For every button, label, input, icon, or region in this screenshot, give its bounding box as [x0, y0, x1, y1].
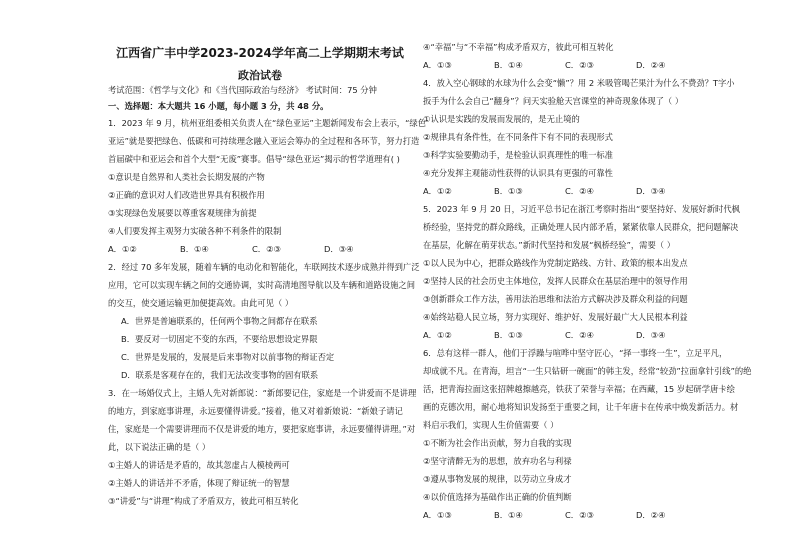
choice-b: B．①③: [494, 330, 523, 340]
left-column: [108, 0, 426, 560]
choice-c: C．②③: [252, 244, 281, 254]
q1-line: 1．2023 年 9 月，杭州亚组委相关负责人在“绿色亚运”主题新闻发布会上表示，“绿色: [108, 118, 426, 128]
q4-option: ③科学实验要勤动手，是检验认识真理性的唯一标准: [423, 150, 613, 160]
q6-line: 活，把青海拉面这张招牌越擦越亮，铁获了荣誉与幸福；在西藏，15 岁起研学唐卡绘: [423, 384, 735, 394]
q6-option: ④以价值选择为基础作出正确的价值判断: [423, 492, 572, 502]
q3-line: 住，家庭是一个需要讲理而不仅是讲爱的地方，要把家庭事讲，永远要懂得讲理。”对: [108, 424, 416, 434]
q4-option: ①认识是实践的发展而发展的，是无止境的: [423, 114, 580, 124]
choice-d: D．③④: [324, 244, 354, 254]
q3-option: ③“讲爱”与“讲理”构成了矛盾双方，彼此可相互转化: [108, 496, 299, 506]
section-heading: 一、选择题：本大题共 16 小题，每小题 3 分，共 48 分。: [108, 101, 329, 111]
q3-option: ②主婚人的讲话并不矛盾，体现了辩证统一的智慧: [108, 478, 290, 488]
choice-d: D．③④: [636, 186, 666, 196]
choice-c: C．②③: [565, 510, 594, 520]
q3-line: 的地方，到家庭事讲理，永远要懂得讲爱。”接着，他又对着新娘说：“新娘子请记: [108, 406, 403, 416]
q5-option: ③创新群众工作方法，善用法治思维和法治方式解决涉及群众利益的问题: [423, 294, 688, 304]
q2-option: C．世界是发展的，发展是后来事物对以前事物的辩证否定: [121, 352, 335, 362]
choice-d: D．③④: [636, 330, 666, 340]
choice-d: D．②④: [636, 510, 666, 520]
q1-option: ①意识是自然界和人类社会长期发展的产物: [108, 172, 265, 182]
q3-line: 3．在一场婚仪式上，主婚人先对新郎说：“新郎要记住，家庭是一个讲爱而不是讲理: [108, 388, 417, 398]
q1-line: 首届碳中和亚运会和首个大型“无废”赛事。倡导“绿色亚运”揭示的哲学道理有( ): [108, 154, 400, 164]
q6-option: ③遵从事物发展的规律，以劳动立身成才: [423, 474, 572, 484]
choice-c: C．②④: [565, 186, 594, 196]
q6-choices: [423, 510, 707, 521]
choice-a: A．①②: [423, 330, 452, 340]
choice-a: A．①②: [423, 186, 452, 196]
choice-b: B．①④: [494, 60, 523, 70]
q4-line: 4．放入空心钢球的水球为什么会变“懒”？用 2 米吸管喝芒果汁为什么不费劲？T字小: [423, 78, 735, 88]
q6-line: 料启示我们，实现人生价值需要（ ）: [423, 420, 559, 430]
q2-line: 应用，它可以实现车辆之间的交通协调，实时高清地图导航以及车辆和道路设施之间: [108, 280, 415, 290]
choice-a: A．①②: [108, 244, 137, 254]
choice-a: A．①③: [423, 510, 452, 520]
q2-line: 的交互，使交通运输更加便捷高效。由此可见（ ）: [108, 298, 294, 308]
q4-option: ④充分发挥主观能动性获得的认识具有更强的可靠性: [423, 168, 613, 178]
q5-option: ④始终站稳人民立场，努力实现好、维护好、发展好最广大人民根本利益: [423, 312, 688, 322]
q2-option: A．世界是普遍联系的，任何两个事物之间都存在联系: [121, 316, 318, 326]
choice-b: B．①③: [494, 186, 523, 196]
q4-line: 扳手为什么会自己“翻身”？问天实验舱天宫课堂的神奇现象体现了（ ）: [423, 96, 684, 106]
q4-option: ②规律具有条件性，在不同条件下有不同的表现形式: [423, 132, 613, 142]
right-column: [423, 0, 752, 560]
q6-line: 却成就不凡。在青海，坦言“一生只钻研一碗面”的韩主发，经常“较劲”拉面拿针引线”的绝: [423, 366, 752, 376]
q5-line: 5．2023 年 9 月 20 日，习近平总书记在浙江考察时指出“要坚持好、发展好新时代枫: [423, 204, 740, 214]
q4-choices: [423, 186, 707, 197]
exam-info: 考试范围：《哲学与文化》和《当代国际政治与经济》 考试时间：75 分钟: [108, 85, 377, 95]
choice-a: A．①③: [423, 60, 452, 70]
q6-option: ①不断为社会作出贡献，努力自我的实现: [423, 438, 572, 448]
q3-option: ④“幸福”与“不幸福”构成矛盾双方，彼此可相互转化: [423, 42, 614, 52]
exam-subtitle: 政治试卷: [238, 69, 282, 82]
q5-choices: [423, 330, 707, 341]
choice-b: B．①④: [494, 510, 523, 520]
q6-line: 画的克德次用，耐心地将知识发扬至于重要之间，让千年唐卡在传承中焕发新活力。材: [423, 402, 739, 412]
q2-option: B．要反对一切固定不变的东西，不要给思想设定界限: [121, 334, 318, 344]
q5-option: ①以人民为中心，把群众路线作为党制定路线、方针、政策的根本出发点: [423, 258, 688, 268]
q3-line: 此，以下说法正确的是（ ）: [108, 442, 211, 452]
q6-option: ②坚守清醉无为的思想，放弃功名与利禄: [423, 456, 572, 466]
q2-option: D．联系是客观存在的，我们无法改变事物的固有联系: [121, 370, 319, 380]
q1-option: ③实现绿色发展要以尊重客观规律为前提: [108, 208, 257, 218]
q6-line: 6．总有这样一群人，他们于浮躁与喧哗中坚守匠心，“择一事终一生”，立足平凡，: [423, 348, 728, 358]
q5-line: 在基层，化解在萌芽状态。”新时代坚持和发展“枫桥经验”，需要（ ）: [423, 240, 675, 250]
q5-option: ②坚持人民的社会历史主体地位，发挥人民群众在基层治理中的领导作用: [423, 276, 688, 286]
choice-c: C．②④: [565, 330, 594, 340]
choice-c: C．②③: [565, 60, 594, 70]
q5-line: 桥经验，坚持党的群众路线，正确处理人民内部矛盾，紧紧依靠人民群众，把问题解决: [423, 222, 739, 232]
q1-option: ④人们要发挥主观努力实破各种不利条件的限制: [108, 226, 282, 236]
q3-option: ①主婚人的讲话是矛盾的，故其忽虚占人模棱两可: [108, 460, 290, 470]
choice-d: D．②④: [636, 60, 666, 70]
q3-choices: [423, 60, 707, 71]
q1-option: ②正确的意识对人们改造世界具有积极作用: [108, 190, 265, 200]
choice-b: B．①④: [180, 244, 209, 254]
exam-title: 江西省广丰中学2023-2024学年高二上学期期末考试: [116, 46, 404, 60]
q2-line: 2．经过 70 多年发展，随着车辆的电动化和智能化，车联网技术逐步成熟并得到广泛: [108, 262, 420, 272]
q1-line: 亚运”就是要把绿色、低碳和可持续理念融入亚运会筹办的全过程和各环节，努力打造: [108, 136, 420, 146]
q1-choices: [108, 244, 396, 255]
